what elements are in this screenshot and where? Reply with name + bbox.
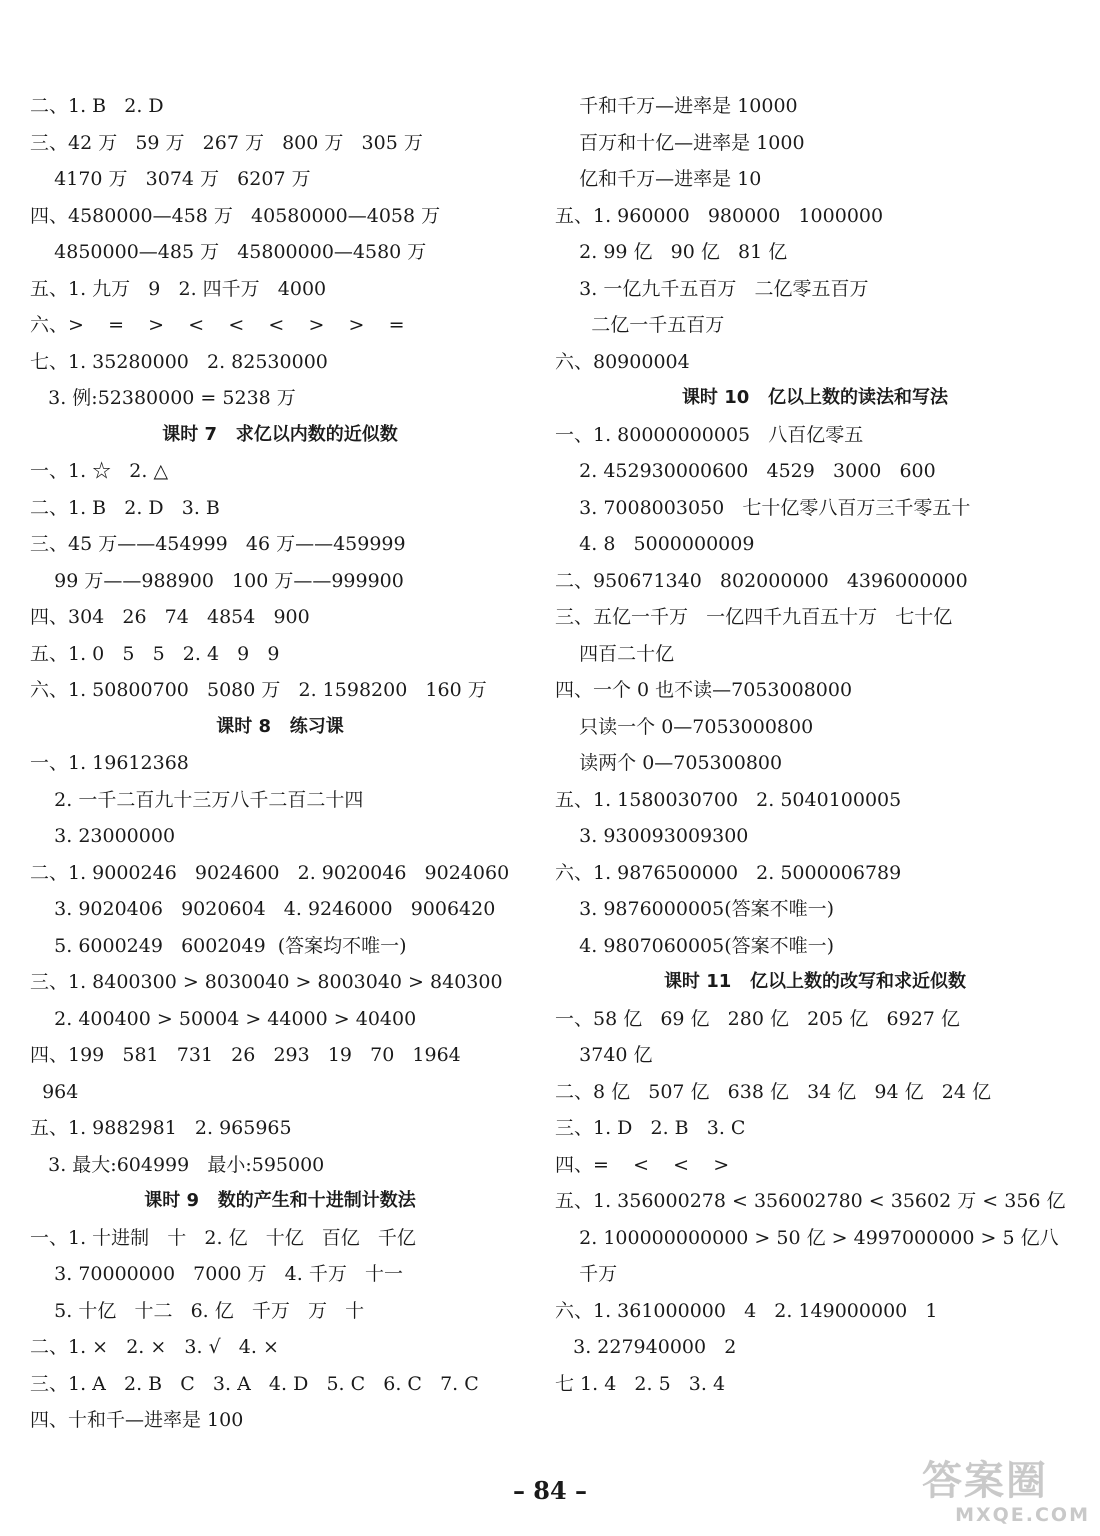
answer-line: 3. 70000000 7000 万 4. 千万 十一 <box>30 1263 403 1285</box>
answer-line: 2. 400400 > 50004 > 44000 > 40400 <box>30 1007 417 1030</box>
answer-line: 四、一个 0 也不读—7053008000 <box>555 679 853 701</box>
answer-line: 一、58 亿 69 亿 280 亿 205 亿 6927 亿 <box>555 1007 960 1030</box>
answer-line: 只读一个 0—7053000800 <box>555 715 814 738</box>
answer-line: 2. 一千二百九十三万八千二百二十四 <box>30 788 364 811</box>
answer-line: 一、1. 19612368 <box>30 752 189 774</box>
answer-line: 一、1. 80000000005 八百亿零五 <box>555 423 864 446</box>
answer-line: 六、1. 361000000 4 2. 149000000 1 <box>555 1299 938 1322</box>
answer-line: 五、1. 1580030700 2. 5040100005 <box>555 788 902 811</box>
page-number: – 84 – <box>512 1476 588 1505</box>
answer-line: 四、4580000—458 万 40580000—4058 万 <box>30 204 441 227</box>
lesson-heading: 课时 10 亿以上数的读法和写法 <box>681 387 949 408</box>
answer-line: 三、1. 8400300 > 8030040 > 8003040 > 840300 <box>30 971 503 993</box>
answer-line: 2. 100000000000 > 50 亿 > 4997000000 > 5 亿八 <box>555 1226 1059 1249</box>
answer-line: 三、42 万 59 万 267 万 800 万 305 万 <box>30 131 423 154</box>
answer-line: 二、1. B 2. D <box>30 95 164 117</box>
answer-line: 4. 8 5000000009 <box>555 533 755 555</box>
lesson-heading: 课时 11 亿以上数的改写和求近似数 <box>663 971 967 992</box>
answer-line: 七、1. 35280000 2. 82530000 <box>30 350 328 373</box>
answer-line: 读两个 0—705300800 <box>555 752 783 774</box>
answer-line: 2. 99 亿 90 亿 81 亿 <box>555 241 788 263</box>
answer-line: 五、1. 356000278 < 356002780 < 35602 万 < 356 亿 <box>555 1190 1066 1212</box>
answer-line: 964 <box>30 1080 79 1103</box>
answer-line: 五、1. 九万 9 2. 四千万 4000 <box>30 277 327 300</box>
answer-line: 六、80900004 <box>555 350 690 373</box>
answer-line: 三、1. D 2. B 3. C <box>555 1117 746 1139</box>
answer-line: 3. 9020406 9020604 4. 9246000 9006420 <box>30 898 496 920</box>
answer-line: 二、950671340 802000000 4396000000 <box>555 569 968 592</box>
answer-line: 七 1. 4 2. 5 3. 4 <box>555 1372 726 1395</box>
answer-line: 六、1. 9876500000 2. 5000006789 <box>555 861 902 884</box>
answer-line: 四、304 26 74 4854 900 <box>30 606 310 628</box>
answer-line: 千和千万—进率是 10000 <box>555 95 798 117</box>
answer-line: 六、> = > < < < > > = <box>30 314 405 336</box>
answer-line: 5. 6000249 6002049 (答案均不唯一) <box>30 934 407 957</box>
answer-line: 5. 十亿 十二 6. 亿 千万 万 十 <box>30 1299 365 1322</box>
answer-line: 3. 7008003050 七十亿零八百万三千零五十 <box>555 496 971 519</box>
answer-line: 四百二十亿 <box>555 642 675 665</box>
watermark-logo-text: 答案圈 <box>922 1458 1048 1504</box>
answer-line: 六、1. 50800700 5080 万 2. 1598200 160 万 <box>30 679 487 701</box>
answer-line: 一、1. ☆ 2. △ <box>30 460 169 482</box>
answer-line: 一、1. 十进制 十 2. 亿 十亿 百亿 千亿 <box>30 1226 416 1249</box>
left-answer-column <box>30 88 530 1439</box>
answer-line: 4850000—485 万 45800000—4580 万 <box>30 241 427 263</box>
answer-line: 3. 9876000005(答案不唯一) <box>555 898 835 920</box>
answer-line: 99 万——988900 100 万——999900 <box>30 569 404 592</box>
answer-line: 4170 万 3074 万 6207 万 <box>30 168 311 190</box>
watermark-url: MXQE.COM <box>955 1504 1090 1526</box>
answer-line: 四、199 581 731 26 293 19 70 1964 <box>30 1044 461 1066</box>
answer-line: 二、1. B 2. D 3. B <box>30 496 220 519</box>
right-answer-column <box>555 88 1075 1402</box>
answer-line: 五、1. 9882981 2. 965965 <box>30 1117 292 1139</box>
answer-line: 三、1. A 2. B C 3. A 4. D 5. C 6. C 7. C <box>30 1372 479 1395</box>
answer-line: 3. 一亿九千五百万 二亿零五百万 <box>555 277 869 300</box>
answer-line: 3. 930093009300 <box>555 825 749 847</box>
answer-line: 千万 <box>555 1263 618 1285</box>
answer-line: 3. 例:52380000 = 5238 万 <box>30 387 296 409</box>
answer-line: 二、8 亿 507 亿 638 亿 34 亿 94 亿 24 亿 <box>555 1080 991 1103</box>
answer-line: 3. 227940000 2 <box>555 1336 737 1358</box>
answer-line: 五、1. 0 5 5 2. 4 9 9 <box>30 642 280 665</box>
answer-line: 五、1. 960000 980000 1000000 <box>555 204 884 227</box>
lesson-heading: 课时 8 练习课 <box>216 715 344 737</box>
answer-line: 二、1. 9000246 9024600 2. 9020046 9024060 <box>30 861 510 884</box>
answer-line: 2. 452930000600 4529 3000 600 <box>555 460 936 482</box>
watermark-logo <box>922 1458 1090 1530</box>
lesson-heading: 课时 7 求亿以内数的近似数 <box>162 423 398 445</box>
answer-line: 3. 23000000 <box>30 825 176 847</box>
answer-line: 三、45 万——454999 46 万——459999 <box>30 533 406 555</box>
lesson-heading: 课时 9 数的产生和十进制计数法 <box>144 1190 416 1211</box>
answer-line: 亿和千万—进率是 10 <box>555 168 762 190</box>
answer-line: 三、五亿一千万 一亿四千九百五十万 七十亿 <box>555 606 953 628</box>
answer-line: 二亿一千五百万 <box>555 314 725 336</box>
answer-line: 3740 亿 <box>555 1044 653 1066</box>
answer-line: 四、十和千—进率是 100 <box>30 1409 244 1431</box>
answer-line: 二、1. × 2. × 3. √ 4. × <box>30 1336 279 1358</box>
answer-line: 3. 最大:604999 最小:595000 <box>30 1153 325 1176</box>
answer-line: 4. 9807060005(答案不唯一) <box>555 934 835 957</box>
answer-line: 四、= < < > <box>555 1153 730 1176</box>
answer-line: 百万和十亿—进率是 1000 <box>555 131 805 154</box>
